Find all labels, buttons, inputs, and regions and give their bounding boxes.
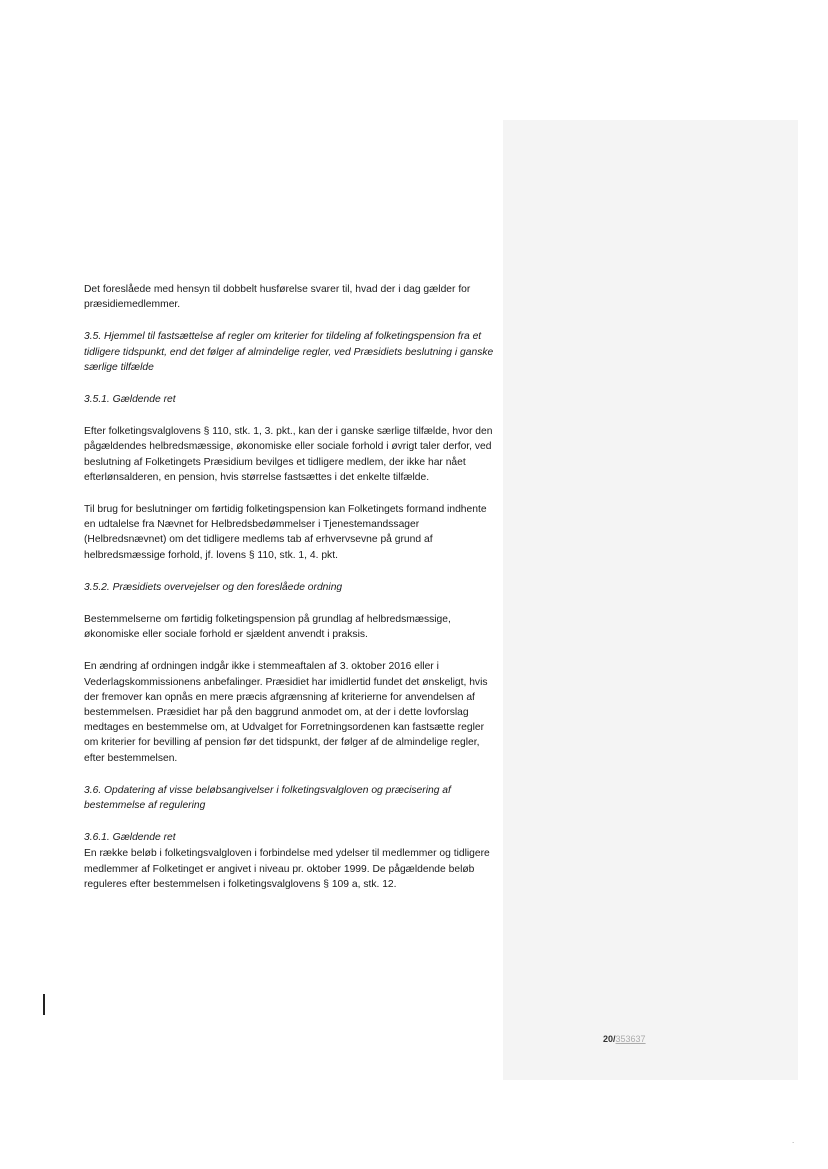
page-number-total: 353637 (615, 1034, 646, 1044)
corner-mark: . (792, 1136, 795, 1145)
section-heading-3-6: 3.6. Opdatering af visse beløbsangivelser i folketingsvalgloven og præcisering af bestemmelse af regulering (84, 784, 451, 812)
comment-margin-panel (503, 120, 798, 1080)
paragraph-intro: Det foreslåede med hensyn til dobbelt husførelse svarer til, hvad der i dag gælder for præsidiemedlemmer. (84, 284, 471, 311)
section-heading-3-5-2: 3.5.2. Præsidiets overvejelser og den foreslåede ordning (84, 581, 343, 593)
paragraph-beloeb: En række beløb i folketingsvalgloven i forbindelse med ydelser til medlemmer og tidligere medlemmer af Folketinget er angivet i niveau pr. oktober 1999. De pågældende beløb reguleres efter bestemmelsen i folketingsvalglovens § 109 a, stk. 12. (84, 848, 490, 890)
page-number-current: 20 (603, 1034, 614, 1044)
page-number (603, 1034, 646, 1044)
paragraph-aendring: En ændring af ordningen indgår ikke i stemmeaftalen af 3. oktober 2016 eller i Vederlagskommissionens anbefalinger. Præsidiet har imidlertid fundet det ønskeligt, hvis der fremover kan opnås en mere præcis afgrænsning af kriterierne for anvendelsen af bestemmelsen. Præsidiet har på den baggrund anmodet om, at der i dette lovforslag medtages en bestemmelse om, at Udvalget for Forretningsordenen kan fastsætte regler om kriterier for bevilling af pension før det tidspunkt, der følger af de almindelige regler, efter bestemmelsen. (84, 661, 488, 764)
document-body (84, 282, 500, 909)
paragraph-bestemmelserne: Bestemmelserne om førtidig folketingspension på grundlag af helbredsmæssige, økonomiske eller sociale forhold er sjældent anvendt i praksis. (84, 614, 451, 641)
change-bar (43, 994, 45, 1015)
paragraph-helbredsnaevnet: Til brug for beslutninger om førtidig folketingspension kan Folketingets formand indhente en udtalelse fra Nævnet for Helbredsbedømmelser i Tjenestemandssager (Helbredsnævnet) om det tidligere medlems tab af erhvervsevne på grund af helbredsmæssige forhold, jf. lovens § 110, stk. 1, 4. pkt. (84, 504, 487, 561)
section-heading-3-6-1: 3.6.1. Gældende ret (84, 832, 176, 844)
page-number-separator: / (613, 1034, 616, 1044)
section-heading-3-5: 3.5. Hjemmel til fastsættelse af regler om kriterier for tildeling af folketingspension fra et tidligere tidspunkt, end det følger af almindelige regler, ved Præsidiets beslutning i ganske særlige tilfælde (84, 331, 494, 373)
paragraph-gaeldende-ret: Efter folketingsvalglovens § 110, stk. 1, 3. pkt., kan der i ganske særlige tilfælde, hvor den pågældendes helbredsmæssige, økonomiske eller sociale forhold i øvrigt taler derfor, ved beslutning af Folketingets Præsidium bevilges et tidligere medlem, der ikke har nået efterlønsalderen, en pension, hvis størrelse fastsættes i det enkelte tilfælde. (84, 426, 493, 483)
section-heading-3-5-1: 3.5.1. Gældende ret (84, 394, 176, 406)
